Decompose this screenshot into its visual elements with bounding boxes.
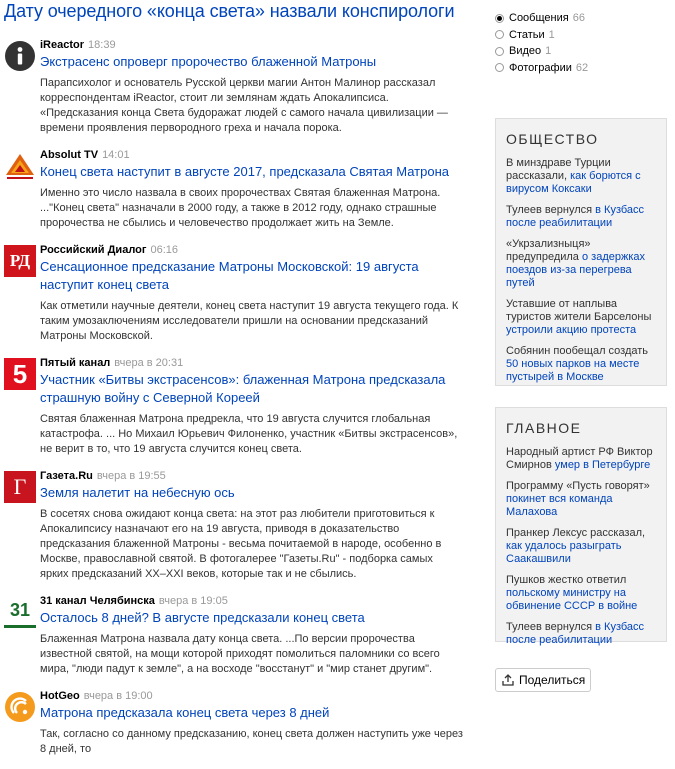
rd-logo[interactable] bbox=[4, 245, 36, 277]
filter-label: Сообщения bbox=[509, 12, 569, 24]
filter-photos[interactable] bbox=[495, 60, 667, 77]
row-link[interactable]: как удалось разыграть Саакашвили bbox=[506, 540, 622, 565]
news-headline[interactable]: Экстрасенс опроверг пророчество блаженной Матроны bbox=[40, 54, 377, 69]
news-time: 06:16 bbox=[150, 244, 178, 256]
news-time: 14:01 bbox=[102, 149, 130, 161]
content-type-filter bbox=[495, 10, 667, 76]
row-text: В минздраве Турции рассказали, bbox=[506, 157, 611, 182]
news-snippet: Святая блаженная Матрона предрекла, что 19 августа случится глобальная катастрофа. ... Но Михаил Юрьевич Филоненко, участник «Битвы экстрасенсов», не верит в то, что 19 августа случится конец света. bbox=[40, 413, 458, 455]
row-text: Тулеев вернулся bbox=[506, 204, 596, 216]
society-row bbox=[506, 345, 656, 384]
news-headline[interactable]: Земля налетит на небесную ось bbox=[40, 485, 235, 500]
filter-video[interactable] bbox=[495, 43, 667, 60]
news-item bbox=[4, 689, 464, 757]
row-text: «Укрзализныця» предупредила bbox=[506, 238, 591, 263]
row-text: Пранкер Лексус рассказал, bbox=[506, 527, 646, 539]
news-source[interactable]: 31 канал Челябинска bbox=[40, 595, 155, 607]
news-snippet: В сосетях снова ожидают конца света: на этот раз любители приготовиться к Апокалипсису назначают его на 19 августа, приводя в доказательство предсказания блаженной Матроны - весьма почитаемой в народе, особенно в Москве, православной святой. В фотогалерее "Газеты.Ru" - подборка самых ярких предсказаний XX–XXI веков, которые так и не сбылись. bbox=[40, 508, 442, 580]
news-source[interactable]: Газета.Ru bbox=[40, 470, 93, 482]
filter-count: 1 bbox=[545, 45, 552, 57]
news-source[interactable]: iReactor bbox=[40, 39, 85, 51]
news-source[interactable]: Российский Диалог bbox=[40, 244, 147, 256]
news-source-line bbox=[40, 243, 464, 257]
info-icon[interactable] bbox=[4, 40, 36, 72]
news-source-line bbox=[40, 594, 464, 608]
row-link[interactable]: о задержках поездов из-за перегрева путей bbox=[506, 251, 646, 289]
page-title[interactable]: Дату очередного «конца света» назвали конспирологи bbox=[4, 1, 455, 21]
news-source-line bbox=[40, 38, 464, 52]
row-link[interactable]: в Кузбасс после реабилитации bbox=[506, 621, 645, 646]
channel5-logo[interactable] bbox=[4, 358, 36, 390]
news-snippet: Именно это число назвала в своих пророчествах Святая блаженная Матрона. ..."Конец света" назначали в 2000 году, а также в 2012 году, однако страшные пророчества не сбылись и человечество продолжает жить на Земле. bbox=[40, 187, 441, 229]
channel5-logo-text: 5 bbox=[12, 358, 28, 389]
news-item bbox=[4, 243, 464, 344]
main-title[interactable]: ГЛАВНОЕ bbox=[506, 420, 582, 436]
main-row bbox=[506, 621, 656, 647]
news-time: вчера в 19:05 bbox=[158, 595, 228, 607]
society-row bbox=[506, 238, 656, 290]
row-text: Собянин пообещал создать bbox=[506, 345, 649, 357]
main-news-box bbox=[495, 407, 667, 646]
row-text: Программу «Пусть говорят» bbox=[506, 480, 650, 492]
channel31-logo-text: 31 bbox=[9, 600, 31, 620]
main-row bbox=[506, 480, 656, 519]
gazeta-logo[interactable] bbox=[4, 471, 36, 503]
news-item bbox=[4, 469, 464, 582]
row-link[interactable]: как борются с вирусом Коксаки bbox=[506, 170, 641, 195]
radio-icon[interactable] bbox=[495, 30, 504, 39]
news-source[interactable]: Absolut TV bbox=[40, 149, 99, 161]
news-source-line bbox=[40, 469, 464, 483]
news-item bbox=[4, 356, 464, 457]
news-snippet: Так, согласно со данному предсказанию, конец света должен наступить уже через 8 дней, то bbox=[40, 728, 463, 755]
filter-messages[interactable] bbox=[495, 10, 667, 27]
news-time: вчера в 19:00 bbox=[83, 690, 153, 702]
society-row bbox=[506, 157, 656, 196]
row-text: Тулеев вернулся bbox=[506, 621, 596, 633]
radio-selected-icon[interactable] bbox=[495, 14, 504, 23]
news-time: вчера в 19:55 bbox=[96, 470, 166, 482]
news-headline[interactable]: Осталось 8 дней? В августе предсказали конец света bbox=[40, 610, 365, 625]
news-snippet: Парапсихолог и основатель Русской церкви магии Антон Малинор рассказал корреспондентам iReactor, стоит ли землянам ждать Апокалипсиса. «Предсказания конца Света будоражат людей с самого начала цивилизации — времени проявления первородного греха и начала порока. bbox=[40, 77, 448, 134]
hotgeo-logo[interactable] bbox=[4, 691, 36, 723]
news-source-line bbox=[40, 689, 464, 703]
filter-articles[interactable] bbox=[495, 27, 667, 44]
share-icon bbox=[502, 674, 514, 686]
absolut-logo[interactable] bbox=[4, 150, 36, 182]
row-text: Пушков жестко ответил bbox=[506, 574, 627, 586]
radio-icon[interactable] bbox=[495, 47, 504, 56]
news-time: 18:39 bbox=[88, 39, 116, 51]
news-item bbox=[4, 38, 464, 136]
radio-icon[interactable] bbox=[495, 63, 504, 72]
row-link[interactable]: умер в Петербурге bbox=[554, 459, 651, 471]
news-item bbox=[4, 594, 464, 677]
news-snippet: Как отметили научные деятели, конец света наступит 19 августа текущего года. К таким умозаключениям исследователи пришли на основании предсказаний Матроны Московской. bbox=[40, 300, 459, 342]
share-button[interactable] bbox=[495, 668, 591, 692]
row-link[interactable]: польскому министру на обвинение СССР в войне bbox=[506, 587, 638, 612]
news-headline[interactable]: Конец света наступит в августе 2017, предсказала Святая Матрона bbox=[40, 164, 449, 179]
filter-label: Фотографии bbox=[509, 61, 572, 74]
row-text: Уставшие от наплыва туристов жители Барселоны bbox=[506, 298, 652, 323]
filter-label: Статьи bbox=[509, 28, 545, 41]
society-row bbox=[506, 204, 656, 230]
channel31-logo[interactable] bbox=[4, 596, 36, 628]
rd-logo-text: РД bbox=[9, 251, 31, 270]
news-source[interactable]: HotGeo bbox=[40, 690, 80, 702]
news-feed bbox=[4, 38, 464, 769]
society-title[interactable]: ОБЩЕСТВО bbox=[506, 131, 599, 147]
news-headline[interactable]: Сенсационное предсказание Матроны Московской: 19 августа наступит конец света bbox=[40, 259, 419, 292]
filter-count: 62 bbox=[575, 61, 589, 74]
society-row bbox=[506, 298, 656, 337]
main-row bbox=[506, 574, 656, 613]
row-link[interactable]: устроили акцию протеста bbox=[506, 324, 637, 336]
news-snippet: Блаженная Матрона назвала дату конца света. ...По версии пророчества известной святой, на мощи которой приходят помолиться паломники со всего мира, "люди падут к земле", а на восходе "восстанут" и "мир станет другим". bbox=[40, 633, 440, 675]
filter-label: Видео bbox=[509, 45, 542, 57]
row-link[interactable]: 50 новых парков на месте пустырей в Москве bbox=[506, 358, 640, 383]
news-source[interactable]: Пятый канал bbox=[40, 357, 111, 369]
gazeta-logo-text: Г bbox=[13, 474, 27, 499]
filter-count: 66 bbox=[572, 12, 585, 24]
news-source-line bbox=[40, 356, 464, 370]
news-headline[interactable]: Матрона предсказала конец света через 8 дней bbox=[40, 705, 330, 720]
row-link[interactable]: в Кузбасс после реабилитации bbox=[506, 204, 645, 229]
news-time: вчера в 20:31 bbox=[114, 357, 184, 369]
row-link[interactable]: покинет вся команда Малахова bbox=[506, 493, 613, 518]
news-headline[interactable]: Участник «Битвы экстрасенсов»: блаженная Матрона предсказала страшную войну с Северной Кореей bbox=[40, 372, 446, 405]
society-box bbox=[495, 118, 667, 386]
main-row bbox=[506, 527, 656, 566]
news-source-line bbox=[40, 148, 464, 162]
row-text: Народный артист РФ Виктор Смирнов bbox=[506, 446, 653, 471]
main-row bbox=[506, 446, 656, 472]
news-item bbox=[4, 148, 464, 231]
filter-count: 1 bbox=[548, 28, 555, 41]
share-label: Поделиться bbox=[519, 673, 586, 687]
